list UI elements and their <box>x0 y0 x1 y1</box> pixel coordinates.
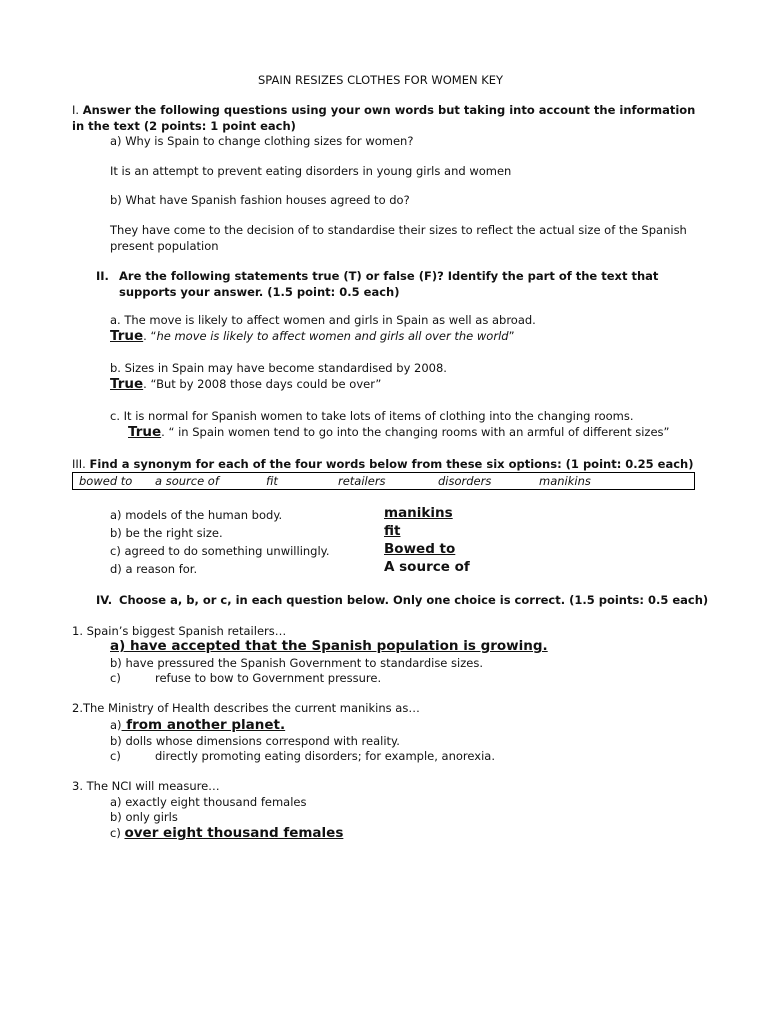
statement-c-answer <box>128 424 669 440</box>
question-2-answer: from another planet. <box>121 717 286 733</box>
quote-open: . “ <box>143 329 157 343</box>
supporting-quote: . “But by 2008 those days could be over” <box>143 377 382 391</box>
question-2-option-b: b) dolls whose dimensions correspond with reality. <box>110 734 400 748</box>
option: disorders <box>438 474 492 488</box>
section-number: III. <box>72 457 86 471</box>
question-3-option-b: b) only girls <box>110 810 178 824</box>
option: manikins <box>539 474 591 488</box>
options-box <box>72 472 695 490</box>
question-1-stem: 1. Spain’s biggest Spanish retailers… <box>72 624 287 638</box>
synonym-question: b) be the right size. <box>110 526 223 540</box>
true-answer: True <box>128 424 162 440</box>
question-2-stem: 2.The Ministry of Health describes the current manikins as… <box>72 701 420 715</box>
section-4-number: IV. <box>96 593 113 607</box>
synonym-answer: manikins <box>384 505 453 521</box>
option: bowed to <box>79 474 133 488</box>
statement-b-answer <box>110 376 381 392</box>
option: retailers <box>338 474 386 488</box>
question-2-option-c-label: c) <box>110 749 121 763</box>
question-1-option-c-label: c) <box>110 671 121 685</box>
option: fit <box>266 474 278 488</box>
synonym-question: a) models of the human body. <box>110 508 283 522</box>
statement-b: b. Sizes in Spain may have become standardised by 2008. <box>110 361 447 375</box>
question-b: b) What have Spanish fashion houses agreed to do? <box>110 193 410 207</box>
option-label: a) <box>110 718 122 732</box>
true-answer: True <box>110 376 144 392</box>
option-label: c) <box>110 826 121 840</box>
synonym-question: c) agreed to do something unwillingly. <box>110 544 330 558</box>
section-2-number: II. <box>96 269 109 283</box>
section-1-heading <box>72 102 696 134</box>
synonym-answer: fit <box>384 523 401 539</box>
question-a: a) Why is Spain to change clothing sizes for women? <box>110 134 414 148</box>
statement-c: c. It is normal for Spanish women to take lots of items of clothing into the changing rooms. <box>110 409 634 423</box>
section-1-instructions: Answer the following questions using your own words but taking into account the information in the text (2 points: 1 point each) <box>72 103 696 133</box>
synonym-question: d) a reason for. <box>110 562 198 576</box>
quote-close: ” <box>508 329 515 343</box>
question-2-option-c: directly promoting eating disorders; for example, anorexia. <box>155 749 495 763</box>
question-1-answer: a) have accepted that the Spanish population is growing. <box>110 638 548 654</box>
section-3-instructions: Find a synonym for each of the four words below from these six options: (1 point: 0.25 each) <box>89 457 694 471</box>
option: a source of <box>155 474 219 488</box>
question-3-option-c <box>110 825 343 841</box>
answer-a: It is an attempt to prevent eating disorders in young girls and women <box>110 164 512 178</box>
page-title: SPAIN RESIZES CLOTHES FOR WOMEN KEY <box>258 73 504 87</box>
question-3-option-a: a) exactly eight thousand females <box>110 795 307 809</box>
synonym-answer: A source of <box>384 559 470 575</box>
section-3-heading <box>72 456 694 472</box>
question-3-stem: 3. The NCI will measure… <box>72 779 220 793</box>
section-number: I. <box>72 103 80 117</box>
question-3-answer: over eight thousand females <box>124 825 344 841</box>
supporting-quote: . “ in Spain women tend to go into the changing rooms with an armful of different sizes” <box>161 425 670 439</box>
section-2-instructions: Are the following statements true (T) or false (F)? Identify the part of the text that supports your answer. (1.5 point: 0.5 each) <box>119 269 659 299</box>
section-4-instructions: Choose a, b, or c, in each question below. Only one choice is correct. (1.5 points: 0.5 each) <box>119 593 709 607</box>
question-1-option-b: b) have pressured the Spanish Government to standardise sizes. <box>110 656 483 670</box>
supporting-quote: he move is likely to affect women and girls all over the world <box>156 329 509 343</box>
question-1-option-c: refuse to bow to Government pressure. <box>155 671 382 685</box>
question-2-option-a <box>110 717 285 733</box>
statement-a-answer <box>110 328 515 344</box>
answer-b: They have come to the decision of to standardise their sizes to reflect the actual size of the Spanish present population <box>110 223 687 253</box>
statement-a: a. The move is likely to affect women and girls in Spain as well as abroad. <box>110 313 536 327</box>
true-answer: True <box>110 328 144 344</box>
synonym-answer: Bowed to <box>384 541 456 557</box>
